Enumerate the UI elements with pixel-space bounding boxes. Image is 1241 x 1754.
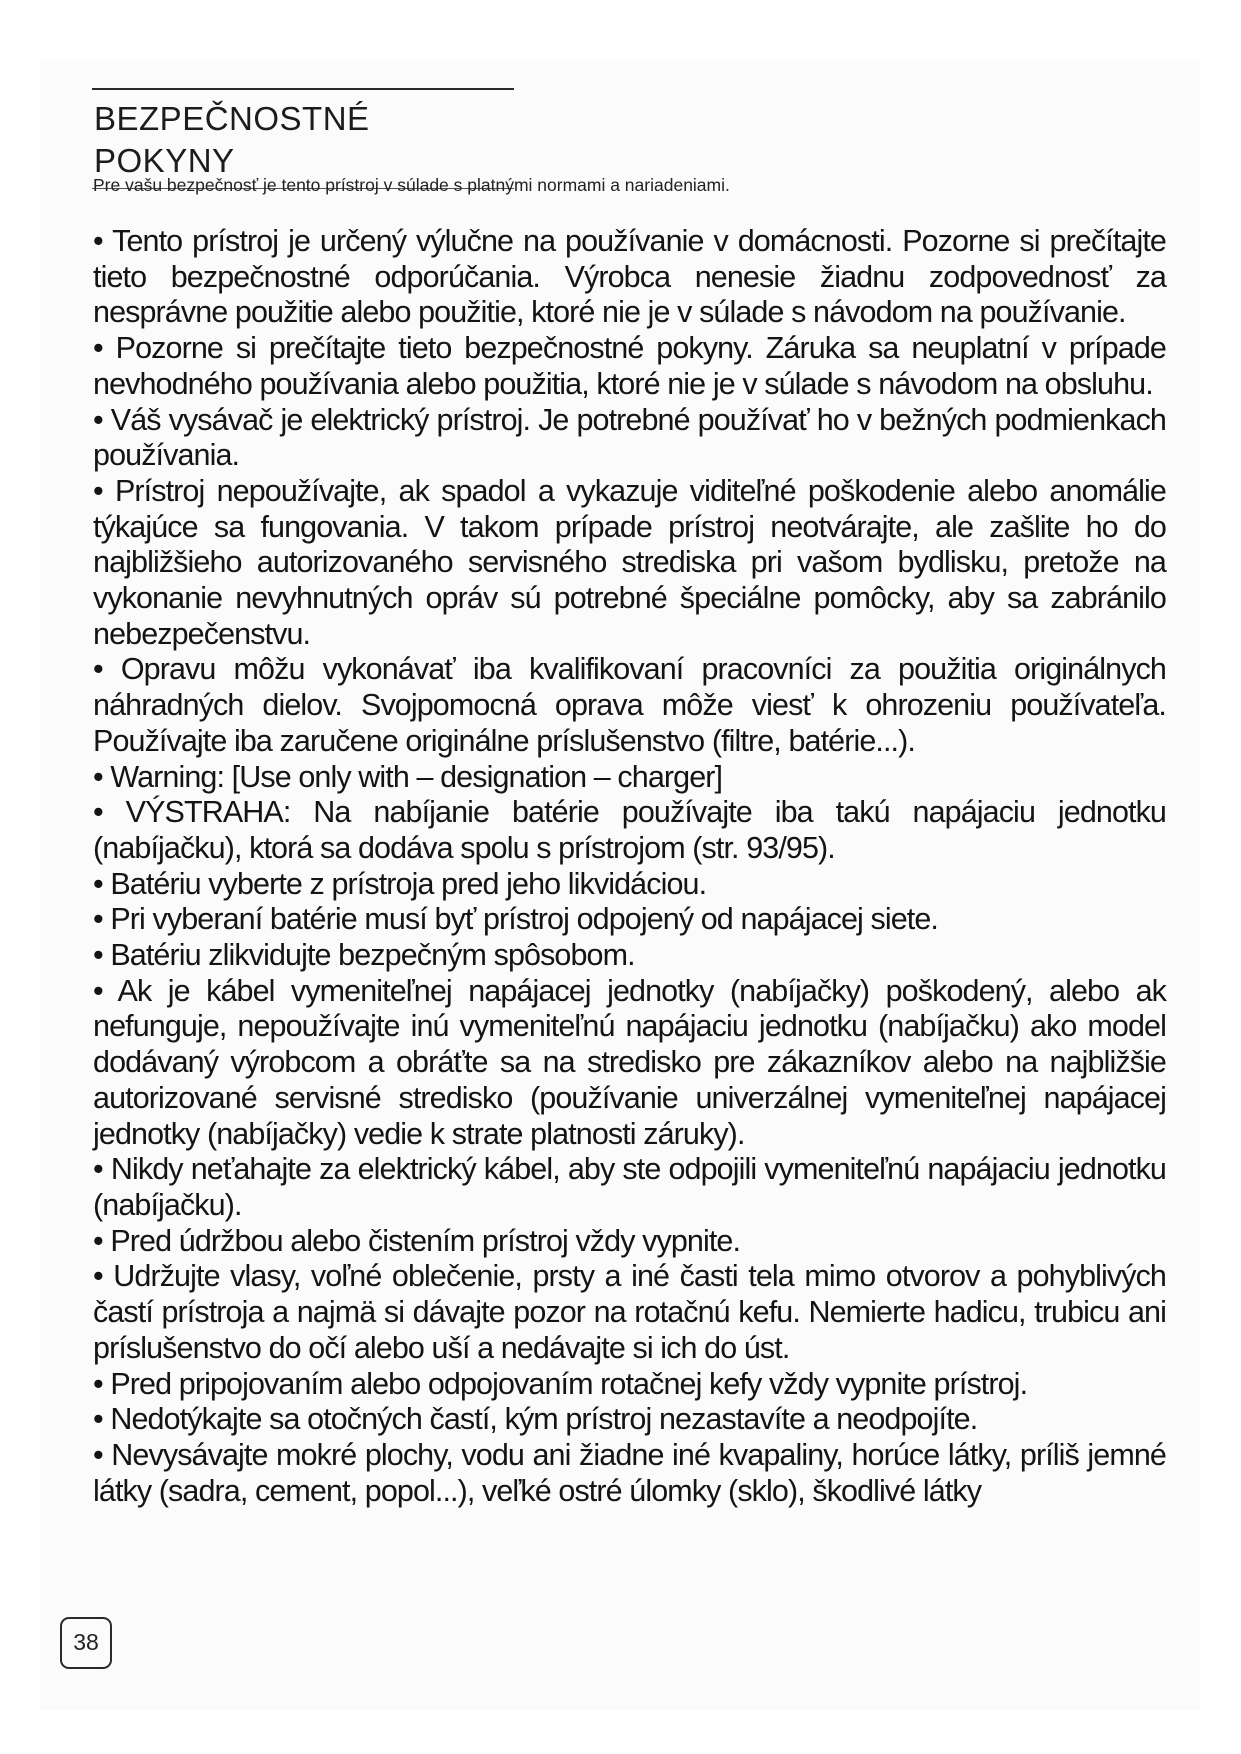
list-item: • Pred údržbou alebo čistením prístroj vždy vypnite. (93, 1223, 741, 1258)
list-item: • Pozorne si prečítajte tieto bezpečnostné pokyny. Záruka sa neuplatní v prípade nevhodného používania alebo použitia, ktoré nie je v súlade s návodom na obsluhu. (93, 331, 1166, 401)
intro-text: Pre vašu bezpečnosť je tento prístroj v súlade s platnými normami a nariadeniami. (93, 175, 730, 195)
list-item: • Nevysávajte mokré plochy, vodu ani žiadne iné kvapaliny, horúce látky, príliš jemné látky (sadra, cement, popol...), veľké ostré úlomky (sklo), škodlivé látky (93, 1437, 1166, 1508)
list-item: • Pred pripojovaním alebo odpojovaním rotačnej kefy vždy vypnite prístroj. (93, 1366, 1028, 1401)
list-item: • Nedotýkajte sa otočných častí, kým prístroj nezastavíte a neodpojíte. (93, 1402, 978, 1437)
list-item: • Batériu vyberte z prístroja pred jeho likvidáciou. (93, 866, 707, 901)
list-item: • VÝSTRAHA: Na nabíjanie batérie používajte iba takú napájaciu jednotku (nabíjačku), ktorá sa dodáva spolu s prístrojom (str. 93/95). (93, 795, 1166, 865)
list-item: • Tento prístroj je určený výlučne na používanie v domácnosti. Pozorne si prečítajte tieto bezpečnostné odporúčania. Výrobca nenesie žiadnu zodpovednosť za nesprávne použitie alebo použitie, ktoré nie je v súlade s návodom na používanie. (93, 224, 1166, 330)
list-item: • Ak je kábel vymeniteľnej napájacej jednotky (nabíjačky) poškodený, alebo ak nefunguje, nepoužívajte inú vymeniteľnú napájaciu jednotku (nabíjačku) ako model dodávaný výrobcom a obráťte sa na stredisko pre zákazníkov alebo na najbližšie autorizované servisné stredisko (používanie univerzálnej vymeniteľnej napájacej jednotky (nabíjačky) vedie k strate platnosti záruky). (93, 973, 1166, 1151)
section-heading (92, 88, 514, 189)
list-item: • Prístroj nepoužívajte, ak spadol a vykazuje viditeľné poškodenie alebo anomálie týkajúce sa fungovania. V takom prípade prístroj neotvárajte, ale zašlite ho do najbližšieho autorizovaného servisného strediska pri vašom bydlisku, pretože na vykonanie nevyhnutných opráv sú potrebné špeciálne pomôcky, aby sa zabránilo nebezpečenstvu. (93, 473, 1166, 651)
list-item: • Udržujte vlasy, voľné oblečenie, prsty a iné časti tela mimo otvorov a pohyblivých častí prístroja a najmä si dávajte pozor na rotačnú kefu. Nemierte hadicu, trubicu ani príslušenstvo do očí alebo uší a nedávajte si ich do úst. (93, 1259, 1166, 1365)
list-item: • Batériu zlikvidujte bezpečným spôsobom. (93, 938, 635, 973)
page-number: 38 (60, 1617, 112, 1669)
safety-instructions-list (93, 224, 1166, 1509)
list-item: • Opravu môžu vykonávať iba kvalifikovaní pracovníci za použitia originálnych náhradných dielov. Svojpomocná oprava môže viesť k ohrozeniu používateľa. Používajte iba zaručene originálne príslušenstvo (filtre, batérie...). (93, 652, 1166, 758)
list-item: • Váš vysávač je elektrický prístroj. Je potrebné používať ho v bežných podmienkach používania. (93, 402, 1166, 473)
list-item: • Pri vyberaní batérie musí byť prístroj odpojený od napájacej siete. (93, 902, 938, 937)
section-title: BEZPEČNOSTNÉ POKYNY (94, 100, 370, 179)
list-item: • Warning: [Use only with – designation – charger] (93, 759, 723, 794)
list-item: • Nikdy neťahajte za elektrický kábel, aby ste odpojili vymeniteľnú napájaciu jednotku (nabíjačku). (93, 1152, 1166, 1222)
